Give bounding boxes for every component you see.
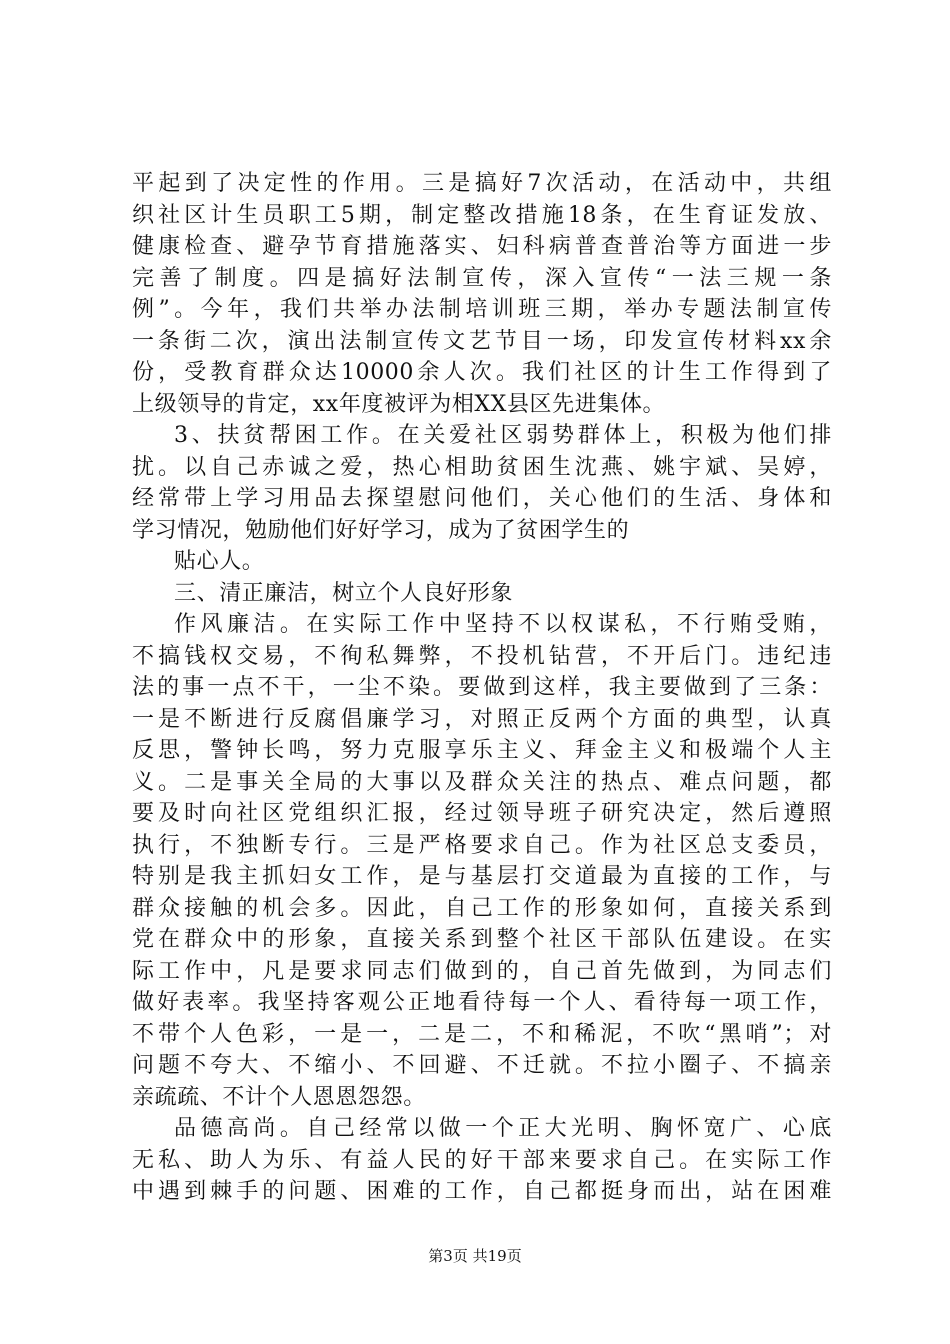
text-line: 要及时向社区党组织汇报，经过领导班子研究决定，然后遵照 xyxy=(132,801,832,826)
text-line: 一条街二次，演出法制宣传文艺节目一场，印发宣传材料xx余 xyxy=(132,328,832,354)
text-line: 法的事一点不干，一尘不染。要做到这样，我主要做到了三条： xyxy=(132,675,832,700)
text-line: 上级领导的肯定，xx年度被评为相XX县区先进集体。 xyxy=(132,391,666,417)
text-line: 贴心人。 xyxy=(174,549,265,574)
text-line: 中遇到棘手的问题、困难的工作，自己都挺身而出，站在困难 xyxy=(132,1179,832,1204)
text-line: 不带个人色彩，一是一，二是二，不和稀泥，不吹“黑哨”；对 xyxy=(132,1021,832,1047)
text-line: 做好表率。我坚持客观公正地看待每一个人、看待每一项工作， xyxy=(132,990,832,1015)
text-line: 不搞钱权交易，不徇私舞弊，不投机钻营，不开后门。违纪违 xyxy=(132,643,832,669)
text-line: 义。二是事关全局的大事以及群众关注的热点、难点问题，都 xyxy=(132,769,832,795)
section-heading: 三、清正廉洁，树立个人良好形象 xyxy=(174,580,514,606)
page-number-footer: 第3页 共19页 xyxy=(428,1247,522,1265)
text-line: 执行，不独断专行。三是严格要求自己。作为社区总支委员， xyxy=(132,832,832,858)
text-line: 例”。今年，我们共举办法制培训班三期，举办专题法制宣传 xyxy=(132,297,832,322)
text-line: 群众接触的机会多。因此，自己工作的形象如何，直接关系到 xyxy=(132,895,832,921)
text-line: 无私、助人为乐、有益人民的好干部来要求自己。在实际工作 xyxy=(132,1147,832,1173)
text-line: 经常带上学习用品去探望慰问他们，关心他们的生活、身体和 xyxy=(132,486,832,511)
text-line: 亲疏疏、不计个人恩恩怨怨。 xyxy=(132,1084,426,1110)
text-line: 际工作中，凡是要求同志们做到的，自己首先做到，为同志们 xyxy=(132,958,832,984)
text-line: 品德高尚。自己经常以做一个正大光明、胸怀宽广、心底 xyxy=(174,1116,832,1141)
text-line: 3、扶贫帮困工作。在关爱社区弱势群体上，积极为他们排 xyxy=(174,423,832,448)
text-line: 平起到了决定性的作用。三是搞好7次活动，在活动中，共组 xyxy=(132,171,832,196)
text-line: 作风廉洁。在实际工作中坚持不以权谋私，不行贿受贿， xyxy=(174,612,832,637)
text-line: 特别是我主抓妇女工作，是与基层打交道最为直接的工作，与 xyxy=(132,864,832,889)
text-line: 党在群众中的形象，直接关系到整个社区干部队伍建设。在实 xyxy=(132,927,832,952)
body-text xyxy=(132,168,832,1208)
text-line: 扰。以自己赤诚之爱，热心相助贫困生沈燕、姚宇斌、吴婷， xyxy=(132,454,832,480)
text-line: 一是不断进行反腐倡廉学习，对照正反两个方面的典型，认真 xyxy=(132,706,832,732)
text-line: 份，受教育群众达10000余人次。我们社区的计生工作得到了 xyxy=(132,360,832,385)
text-line: 织社区计生员职工5期，制定整改措施18条，在生育证发放、 xyxy=(132,202,832,228)
text-line: 反思，警钟长鸣，努力克服享乐主义、拜金主义和极端个人主 xyxy=(132,738,832,763)
text-line: 完善了制度。四是搞好法制宣传，深入宣传“一法三规一条 xyxy=(132,265,832,291)
text-line: 学习情况，勉励他们好好学习，成为了贫困学生的 xyxy=(132,517,630,543)
text-line: 健康检查、避孕节育措施落实、妇科病普查普治等方面进一步 xyxy=(132,234,832,259)
text-line: 问题不夸大、不缩小、不回避、不迁就。不拉小圈子、不搞亲 xyxy=(132,1053,832,1078)
